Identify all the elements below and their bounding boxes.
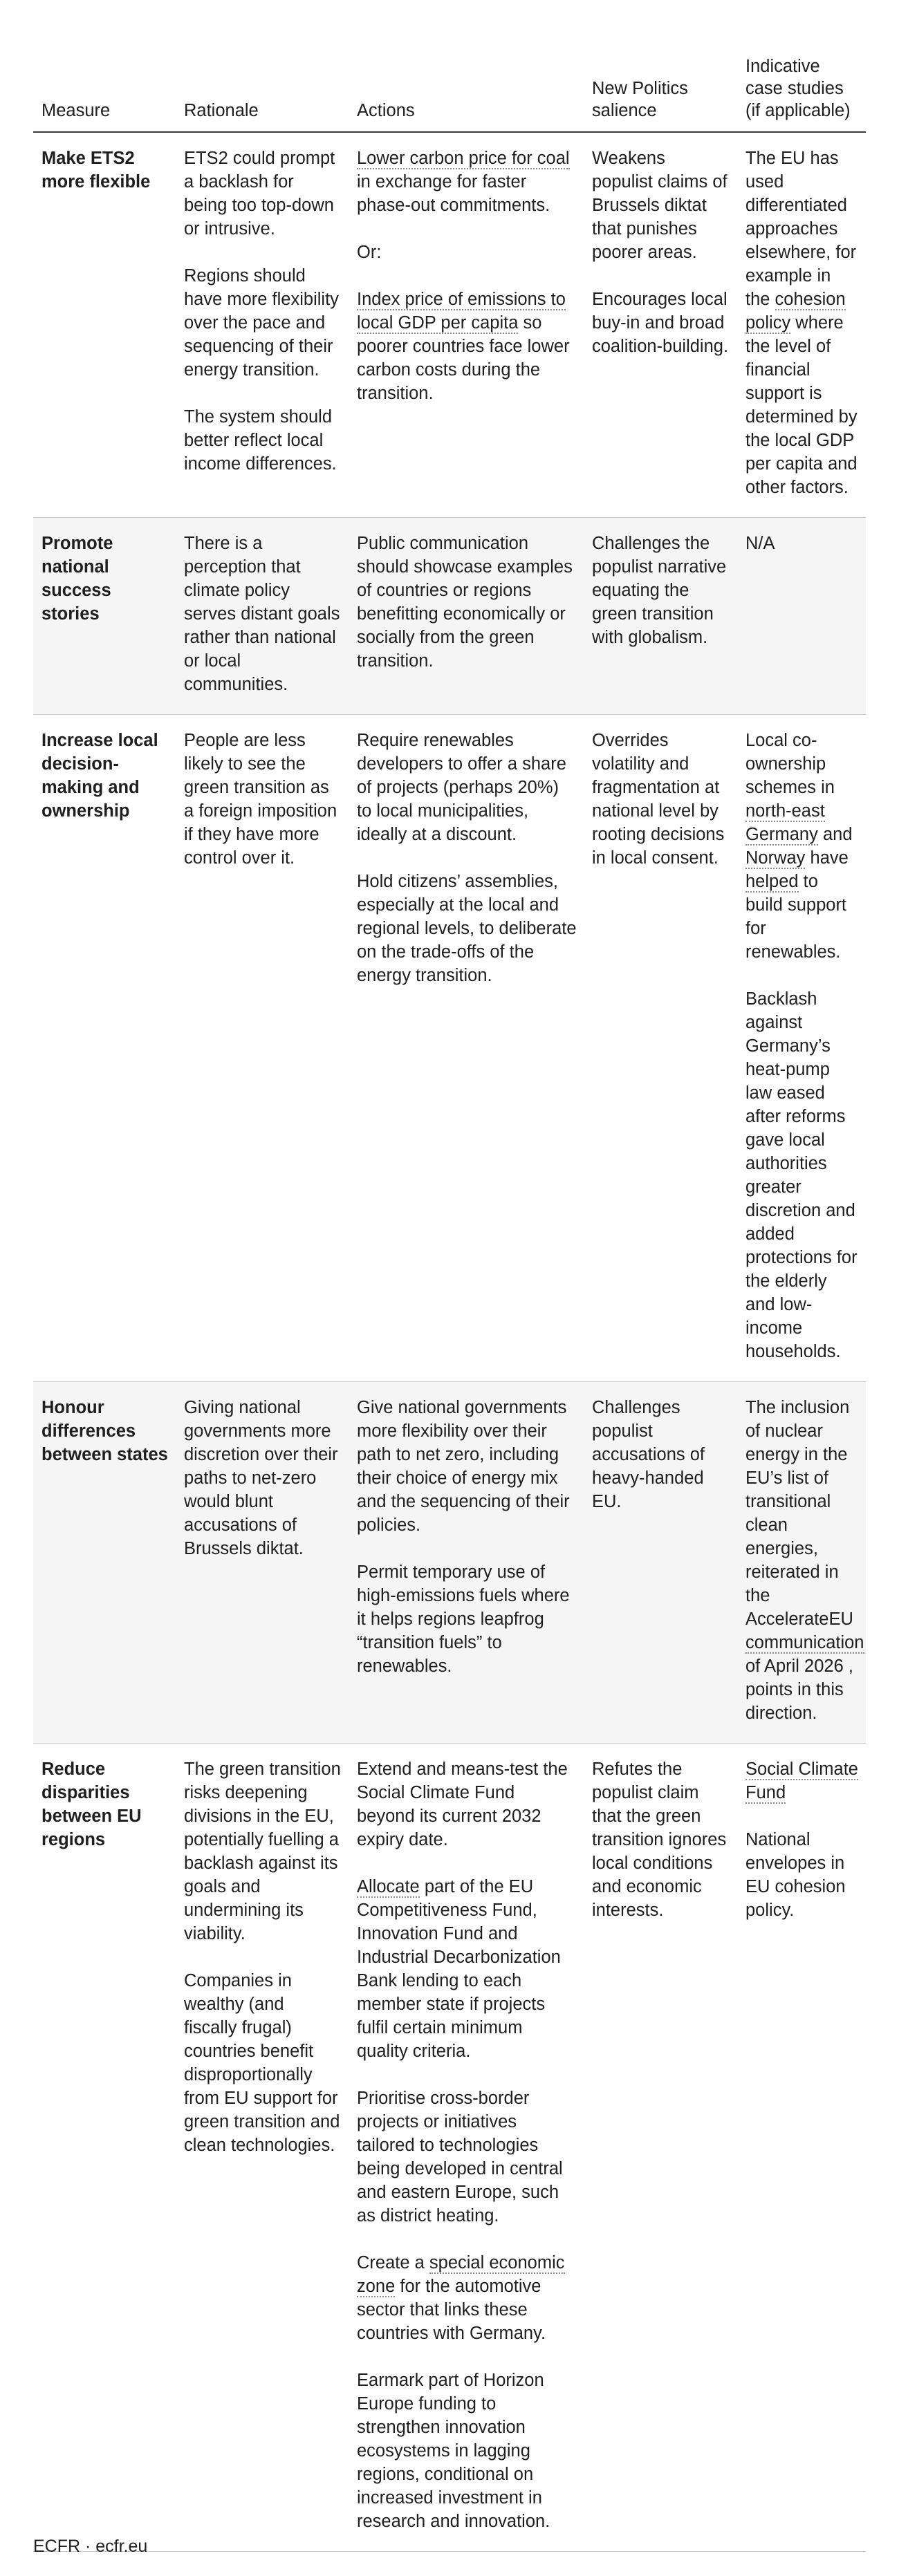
actions-text: Earmark part of Horizon Europe funding to strengthen innovation ecosystems in lagging regions, conditional on increased investment in research and innovation. bbox=[357, 2371, 550, 2531]
case-studies-paragraph bbox=[745, 1757, 859, 1804]
salience-cell bbox=[584, 1744, 737, 2552]
salience-paragraph bbox=[592, 1396, 730, 1513]
rationale-text: Companies in wealthy (and fiscally frugal) countries benefit disproportionally from EU support for green transition and clean technologies. bbox=[184, 1971, 340, 2155]
rationale-text: The green transition risks deepening divisions in the EU, potentially fuelling a backlash against its goals and undermining its viability. bbox=[184, 1760, 341, 1943]
rationale-cell bbox=[176, 518, 349, 715]
inline-link[interactable]: helped bbox=[745, 872, 799, 891]
salience-text: Refutes the populist claim that the green transition ignores local conditions and economic interests. bbox=[592, 1760, 727, 1920]
salience-text: Overrides volatility and fragmentation at national level by rooting decisions in local consent. bbox=[592, 731, 725, 868]
case-studies-cell bbox=[737, 1744, 866, 2552]
case-studies-paragraph bbox=[745, 729, 859, 964]
rationale-text: ETS2 could prompt a backlash for being too top-down or intrusive. bbox=[184, 149, 335, 239]
table-row bbox=[33, 518, 866, 715]
rationale-paragraph bbox=[184, 1969, 342, 2157]
case-studies-paragraph bbox=[745, 987, 859, 1363]
inline-link[interactable]: Allocate bbox=[357, 1877, 420, 1896]
actions-paragraph bbox=[357, 2251, 577, 2345]
rationale-paragraph bbox=[184, 729, 342, 870]
case-studies-paragraph bbox=[745, 147, 859, 499]
actions-paragraph bbox=[357, 1560, 577, 1678]
case-studies-text: National envelopes in EU cohesion policy. bbox=[745, 1830, 846, 1920]
rationale-paragraph bbox=[184, 264, 342, 382]
actions-paragraph bbox=[357, 1396, 577, 1537]
actions-text: Extend and means-test the Social Climate Fund beyond its current 2032 expiry date. bbox=[357, 1760, 568, 1849]
actions-paragraph bbox=[357, 532, 577, 673]
rationale-text: The system should better reflect local income differences. bbox=[184, 407, 337, 474]
actions-text: Public communication should showcase examples of countries or regions benefitting economically or socially from the green transition. bbox=[357, 534, 573, 671]
rationale-cell bbox=[176, 715, 349, 1382]
inline-link[interactable]: Social Climate Fund bbox=[745, 1760, 858, 1802]
actions-text: Or: bbox=[357, 243, 382, 262]
rationale-cell bbox=[176, 1744, 349, 2552]
header-actions: Actions bbox=[349, 55, 584, 132]
actions-paragraph bbox=[357, 147, 577, 217]
inline-link[interactable]: cohesion policy bbox=[745, 290, 846, 333]
table-row bbox=[33, 1744, 866, 2552]
inline-link[interactable]: communication bbox=[745, 1633, 864, 1652]
table-body bbox=[33, 132, 866, 2552]
header-measure: Measure bbox=[33, 55, 176, 132]
table-row bbox=[33, 715, 866, 1382]
salience-paragraph bbox=[592, 1757, 730, 1922]
rationale-text: People are less likely to see the green transition as a foreign imposition if they have more control over it. bbox=[184, 731, 337, 868]
table-header-row bbox=[33, 55, 866, 132]
actions-paragraph bbox=[357, 1757, 577, 1851]
actions-paragraph bbox=[357, 2087, 577, 2228]
measure-cell: Promote national success stories bbox=[33, 518, 176, 715]
salience-paragraph bbox=[592, 532, 730, 649]
rationale-paragraph bbox=[184, 147, 342, 241]
header-case-studies: Indicative case studies (if applicable) bbox=[737, 55, 866, 132]
salience-text: Weakens populist claims of Brussels diktat that punishes poorer areas. bbox=[592, 149, 727, 262]
rationale-text: Regions should have more flexibility over the pace and sequencing of their energy transition. bbox=[184, 266, 339, 380]
policy-measures-table bbox=[33, 55, 866, 2552]
case-studies-paragraph bbox=[745, 532, 859, 555]
actions-text: Give national governments more flexibility over their path to net zero, including their choice of energy mix and the sequencing of their policies. bbox=[357, 1398, 570, 1535]
actions-text: Create a bbox=[357, 2253, 429, 2272]
case-studies-cell bbox=[737, 518, 866, 715]
rationale-paragraph bbox=[184, 532, 342, 696]
case-studies-text: to build support for renewables. bbox=[745, 872, 847, 962]
actions-paragraph bbox=[357, 2369, 577, 2533]
actions-paragraph bbox=[357, 1875, 577, 2063]
inline-link[interactable]: special economic zone bbox=[357, 2253, 565, 2296]
measure-cell: Honour differences between states bbox=[33, 1382, 176, 1744]
actions-text: Permit temporary use of high-emissions fuels where it helps regions leapfrog “transition fuels” to renewables. bbox=[357, 1562, 570, 1676]
actions-cell bbox=[349, 1382, 584, 1744]
case-studies-text: of April 2026 , points in this direction. bbox=[745, 1656, 853, 1723]
table-row bbox=[33, 132, 866, 518]
salience-cell bbox=[584, 132, 737, 518]
case-studies-cell bbox=[737, 132, 866, 518]
header-rationale: Rationale bbox=[176, 55, 349, 132]
inline-link[interactable]: Norway bbox=[745, 848, 806, 868]
case-studies-cell bbox=[737, 715, 866, 1382]
rationale-paragraph bbox=[184, 405, 342, 476]
actions-cell bbox=[349, 715, 584, 1382]
rationale-text: There is a perception that climate policy serves distant goals rather than national or local communities. bbox=[184, 534, 340, 694]
actions-cell bbox=[349, 132, 584, 518]
salience-paragraph bbox=[592, 288, 730, 358]
footer: ECFR · ecfr.eu bbox=[33, 2537, 148, 2556]
case-studies-cell bbox=[737, 1382, 866, 1744]
actions-paragraph bbox=[357, 241, 577, 264]
actions-paragraph bbox=[357, 288, 577, 405]
rationale-paragraph bbox=[184, 1757, 342, 1945]
salience-text: Challenges the populist narrative equating the green transition with globalism. bbox=[592, 534, 727, 647]
inline-link[interactable]: Lower carbon price for coal bbox=[357, 149, 570, 168]
inline-link[interactable]: north-east Germany bbox=[745, 801, 825, 844]
actions-paragraph bbox=[357, 870, 577, 987]
salience-text: Challenges populist accusations of heavy-handed EU. bbox=[592, 1398, 705, 1511]
actions-text: Hold citizens’ assemblies, especially at the local and regional levels, to deliberate on the trade-offs of the energy transition. bbox=[357, 872, 577, 985]
header-salience: New Politics salience bbox=[584, 55, 737, 132]
salience-cell bbox=[584, 1382, 737, 1744]
case-studies-text: have bbox=[805, 848, 849, 868]
case-studies-text: Local co-ownership schemes in bbox=[745, 731, 835, 797]
salience-paragraph bbox=[592, 147, 730, 264]
table-row bbox=[33, 1382, 866, 1744]
actions-cell bbox=[349, 518, 584, 715]
actions-text: part of the EU Competitiveness Fund, Innovation Fund and Industrial Decarbonization Bank lending to each member state if projects fulfil certain minimum quality criteria. bbox=[357, 1877, 561, 2061]
actions-text: Require renewables developers to offer a share of projects (perhaps 20%) to local municipalities, ideally at a discount. bbox=[357, 731, 566, 844]
measure-cell: Make ETS2 more flexible bbox=[33, 132, 176, 518]
actions-text: in exchange for faster phase-out commitments. bbox=[357, 172, 550, 215]
salience-cell bbox=[584, 715, 737, 1382]
rationale-cell bbox=[176, 1382, 349, 1744]
rationale-text: Giving national governments more discretion over their paths to net-zero would blunt accusations of Brussels diktat. bbox=[184, 1398, 338, 1558]
salience-paragraph bbox=[592, 729, 730, 870]
inline-link[interactable]: Index price of emissions to local GDP per capita bbox=[357, 290, 566, 333]
actions-paragraph bbox=[357, 729, 577, 846]
case-studies-text: The EU has used differentiated approaches elsewhere, for example in the bbox=[745, 149, 857, 309]
case-studies-text: The inclusion of nuclear energy in the EU’s list of transitional clean energies, reiterated in the AccelerateEU bbox=[745, 1398, 853, 1629]
case-studies-text: N/A bbox=[745, 534, 775, 553]
actions-text: Prioritise cross-border projects or initiatives tailored to technologies being developed in central and eastern Europe, such as district heating. bbox=[357, 2089, 563, 2225]
case-studies-paragraph bbox=[745, 1396, 864, 1725]
case-studies-text: Backlash against Germany’s heat-pump law eased after reforms gave local authorities greater discretion and added protections for the elderly and low-income households. bbox=[745, 989, 858, 1361]
actions-text: so poorer countries face lower carbon costs during the transition. bbox=[357, 313, 570, 403]
actions-text: for the automotive sector that links these countries with Germany. bbox=[357, 2277, 546, 2343]
salience-text: Encourages local buy-in and broad coalition-building. bbox=[592, 290, 729, 356]
case-studies-text: where the level of financial support is determined by the local GDP per capita and other factors. bbox=[745, 313, 858, 497]
rationale-paragraph bbox=[184, 1396, 342, 1560]
salience-cell bbox=[584, 518, 737, 715]
measure-cell: Increase local decision-making and ownership bbox=[33, 715, 176, 1382]
measure-cell: Reduce disparities between EU regions bbox=[33, 1744, 176, 2552]
case-studies-paragraph bbox=[745, 1828, 859, 1922]
case-studies-text: and bbox=[817, 825, 853, 844]
rationale-cell bbox=[176, 132, 349, 518]
actions-cell bbox=[349, 1744, 584, 2552]
